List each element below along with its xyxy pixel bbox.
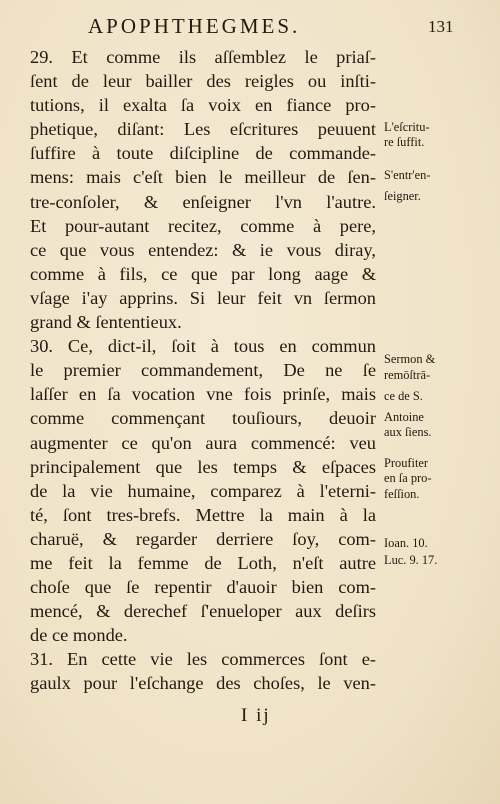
margin-note: Proufiter	[384, 456, 429, 470]
margin-note: S'entr'en-	[384, 168, 431, 182]
text-line: Et pour-autant recitez, comme à pere,	[30, 215, 376, 236]
text-line: le premier commandement, De ne ſe	[30, 360, 376, 381]
text-line: 30. Ce, dict-il, ſoit à tous en commun	[30, 336, 376, 357]
margin-note: ſeigner.	[384, 189, 421, 203]
text-line: mencé, & derechef ſ'enueloper aux deſirs	[30, 601, 376, 622]
text-line: tutions, il exalta ſa voix en fiance pro-	[30, 95, 376, 116]
margin-note: remōſtrā-	[384, 368, 431, 382]
text-line: laſſer en ſa vocation vne fois prinſe, mais	[30, 384, 376, 405]
running-head: APOPHTHEGMES.	[88, 14, 301, 38]
text-line: mens: mais c'eſt bien le meilleur de ſen-	[30, 167, 376, 188]
text-line: comme commençant touſiours, deuoir	[30, 408, 376, 429]
text-line: 29. Et comme ils aſſemblez le priaſ-	[30, 47, 376, 67]
text-line: gaulx pour l'eſchange des choſes, le ven-	[30, 673, 376, 694]
text-line: charuë, & regarder derriere ſoy, com-	[30, 528, 376, 549]
page-number: 131	[428, 17, 454, 36]
margin-note: feſſion.	[384, 487, 420, 501]
text-line: de la vie humaine, comparez à l'eterni-	[30, 480, 376, 501]
margin-note: L'eſcritu-	[384, 120, 430, 134]
text-line: ce que vous entendez: & ie vous diray,	[30, 239, 376, 260]
text-line: ſent de leur bailler des reigles ou inſti-	[30, 71, 376, 92]
text-line: tre-conſoler, & enſeigner l'vn l'autre.	[30, 191, 376, 212]
margin-note: aux ſiens.	[384, 425, 432, 439]
text-line: augmenter ce qu'on aura commencé: veu	[30, 432, 376, 453]
margin-note: Ioan. 10.	[384, 536, 428, 550]
text-line: té, ſont tres-brefs. Mettre la main à la	[30, 504, 376, 525]
signature-mark: I ij	[241, 705, 271, 726]
text-line: phetique, diſant: Les eſcritures peuuent	[30, 119, 376, 140]
margin-note: Antoine	[384, 410, 424, 424]
text-line: ſuffire à toute diſcipline de commande-	[30, 143, 376, 164]
text-line: grand & ſententieux.	[30, 312, 182, 333]
text-line: principalement que les temps & eſpaces	[30, 456, 376, 477]
page-header	[0, 14, 500, 40]
margin-note: Luc. 9. 17.	[384, 553, 438, 567]
margin-note: re ſuffit.	[384, 135, 425, 149]
margin-note: en ſa pro-	[384, 471, 432, 485]
text-line: me feit la femme de Loth, n'eſt autre	[30, 552, 376, 573]
text-line: 31. En cette vie les commerces ſont e-	[30, 649, 376, 670]
text-line: vſage i'ay apprins. Si leur feit vn ſermon	[30, 287, 376, 308]
margin-note: ce de S.	[384, 389, 423, 403]
text-line: comme à fils, ce que par long aage &	[30, 263, 376, 284]
margin-note: Sermon &	[384, 352, 436, 366]
text-line: choſe que ſe repentir d'auoir bien com-	[30, 577, 376, 598]
body-text	[30, 45, 376, 696]
text-line: de ce monde.	[30, 625, 128, 646]
